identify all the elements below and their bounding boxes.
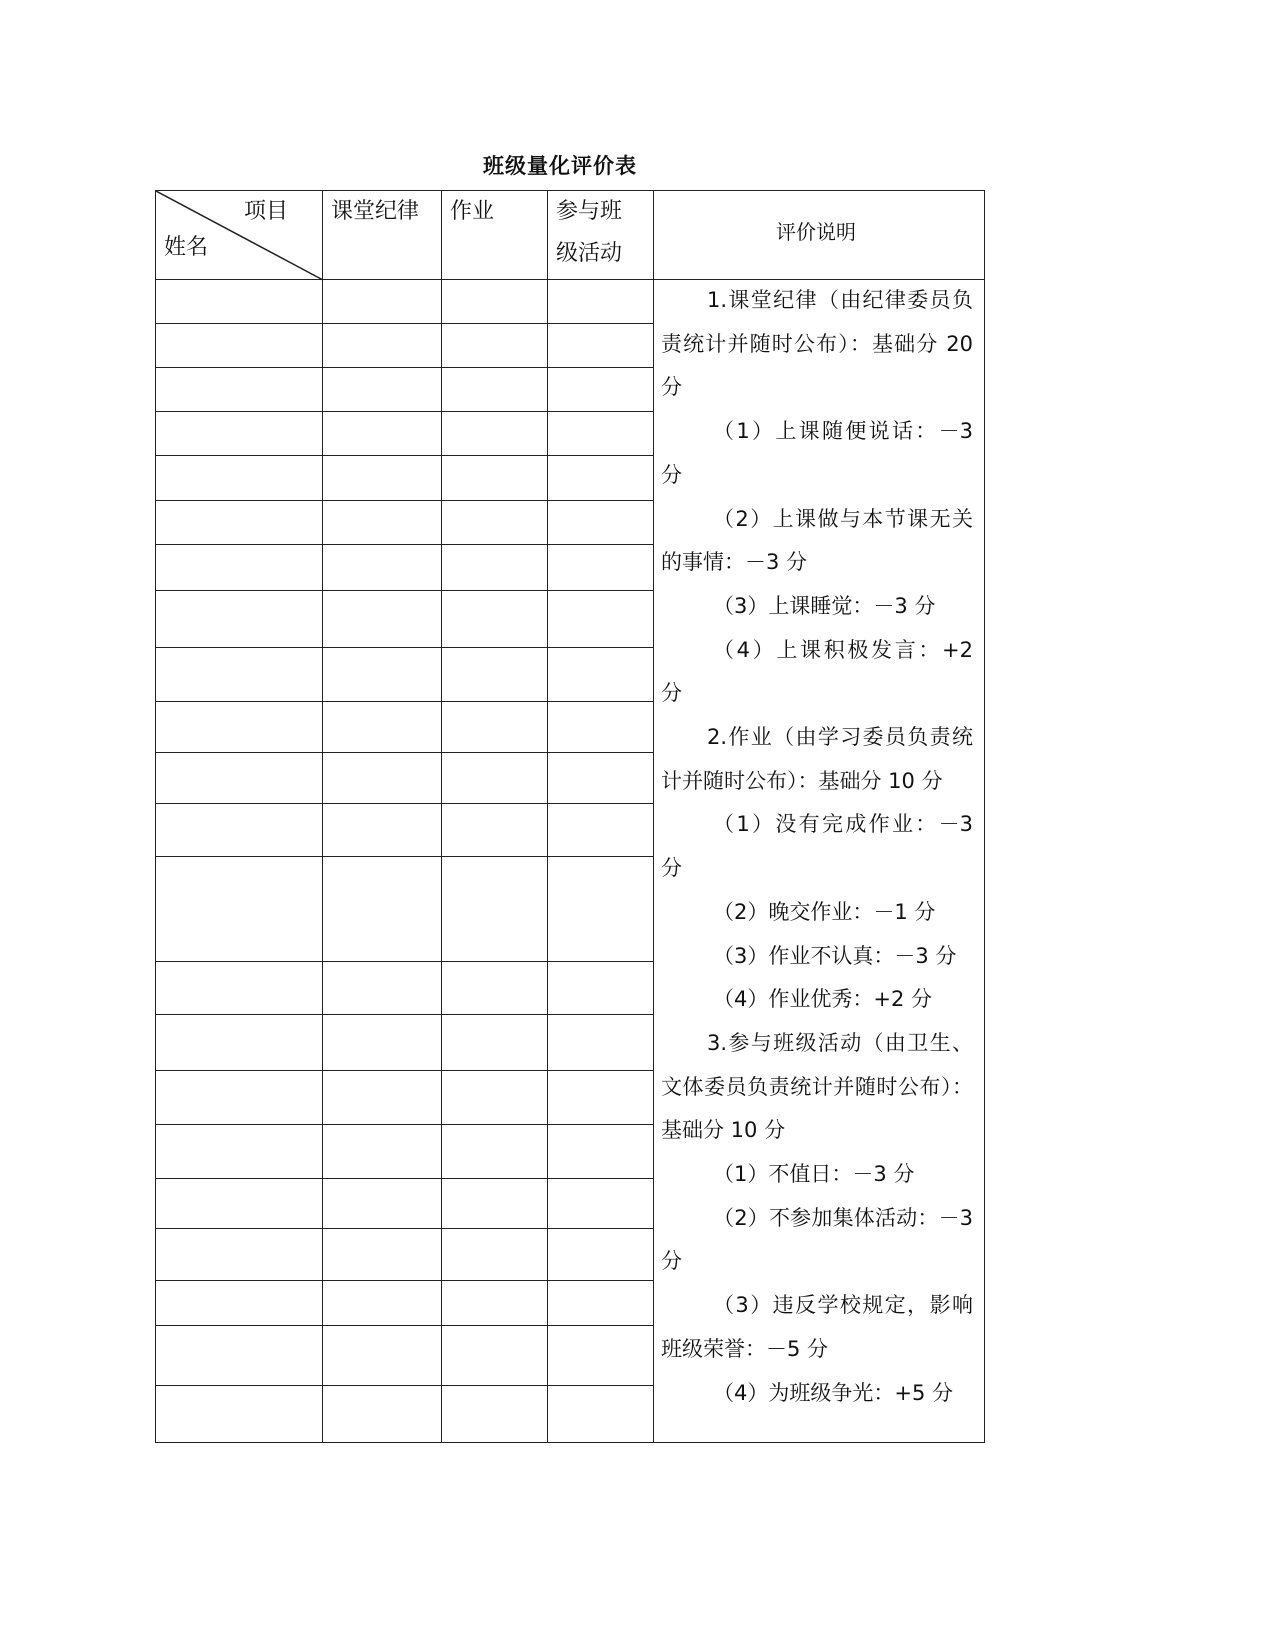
desc-item: （4）上课积极发言：+2 分 bbox=[661, 637, 973, 706]
header-name-label: 姓名 bbox=[164, 235, 209, 260]
table-row-divider bbox=[156, 1014, 654, 1015]
desc-item: （2）不参加集体活动：－3 分 bbox=[661, 1205, 973, 1274]
table-row-divider bbox=[156, 544, 654, 545]
table-row-divider bbox=[156, 323, 654, 324]
desc-item: （1）不值日：－3 分 bbox=[713, 1162, 915, 1187]
table-row-divider bbox=[156, 411, 654, 412]
desc-item: （3）作业不认真：－3 分 bbox=[713, 943, 957, 968]
table-row-divider bbox=[156, 367, 654, 368]
table-row-divider bbox=[156, 647, 654, 648]
document-title: 班级量化评价表 bbox=[483, 154, 637, 178]
table-row-divider bbox=[156, 1325, 654, 1326]
header-item-label: 项目 bbox=[244, 199, 289, 224]
table-row-divider bbox=[156, 961, 654, 962]
table-row-divider bbox=[156, 1178, 654, 1179]
desc-section-3: 3.参与班级活动（由卫生、文体委员负责统计并随时公布）：基础分 10 分 bbox=[661, 1030, 973, 1143]
desc-section-1: 1.课堂纪律（由纪律委员负责统计并随时公布）：基础分 20 分 bbox=[661, 288, 973, 400]
desc-item: （3）上课睡觉：－3 分 bbox=[713, 593, 936, 618]
desc-item: （2）上课做与本节课无关的事情：－3 分 bbox=[661, 506, 973, 575]
table-row-divider bbox=[156, 1070, 654, 1071]
table-row-divider bbox=[156, 590, 654, 591]
table-row-divider bbox=[156, 803, 654, 804]
column-divider bbox=[441, 191, 442, 1442]
table-row-divider bbox=[156, 1124, 654, 1125]
table-row-divider bbox=[156, 1228, 654, 1229]
header-homework: 作业 bbox=[450, 199, 495, 224]
desc-item: （3）违反学校规定，影响班级荣誉：－5 分 bbox=[661, 1293, 973, 1361]
header-activity-line2: 级活动 bbox=[556, 241, 623, 266]
header-description: 评价说明 bbox=[776, 220, 856, 244]
table-row-divider bbox=[156, 856, 654, 857]
desc-item: （4）作业优秀：+2 分 bbox=[713, 987, 932, 1012]
desc-section-2: 2.作业（由学习委员负责统计并随时公布）：基础分 10 分 bbox=[661, 725, 973, 793]
header-discipline: 课堂纪律 bbox=[331, 199, 420, 224]
column-divider bbox=[322, 191, 323, 1442]
evaluation-description bbox=[661, 279, 973, 1415]
table-row-divider bbox=[156, 500, 654, 501]
header-activity-line1: 参与班 bbox=[556, 199, 623, 224]
column-divider bbox=[547, 191, 548, 1442]
desc-item: （2）晚交作业：－1 分 bbox=[713, 899, 936, 924]
table-row-divider bbox=[156, 455, 654, 456]
table-row-divider bbox=[156, 752, 654, 753]
desc-item: （1）没有完成作业：－3 分 bbox=[661, 812, 973, 881]
table-row-divider bbox=[156, 1385, 654, 1386]
table-row-divider bbox=[156, 701, 654, 702]
desc-item: （4）为班级争光：+5 分 bbox=[713, 1380, 953, 1405]
column-divider bbox=[653, 191, 654, 1442]
desc-item: （1）上课随便说话：－3 分 bbox=[661, 419, 973, 487]
table-row-divider bbox=[156, 1280, 654, 1281]
evaluation-table bbox=[155, 190, 985, 1443]
